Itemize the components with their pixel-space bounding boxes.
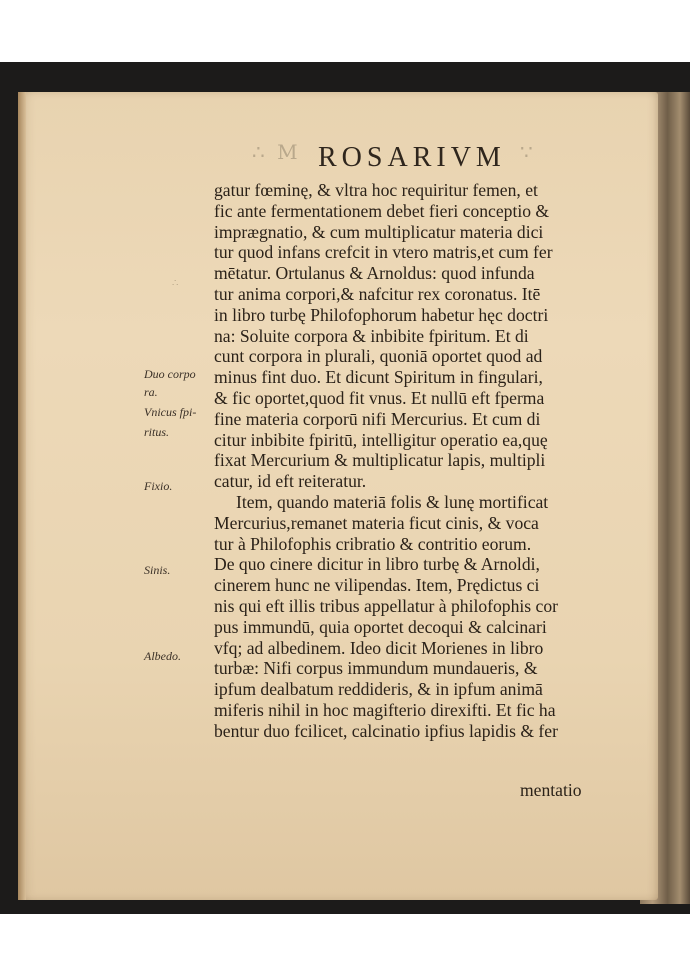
text-line: fine materia corporū nifi Mercurius. Et cum di xyxy=(214,408,541,429)
text-line: nis qui eft illis tribus appellatur à philofophis cor xyxy=(214,595,558,616)
text-line: gatur fœminę, & vltra hoc requiritur femen, et xyxy=(214,180,538,200)
text-line: tur à Philofophis cribratio & contritio eorum. xyxy=(214,533,532,554)
heading-ornament-right: ∵ xyxy=(520,140,536,164)
text-line: fic ante fermentationem debet fieri conceptio & xyxy=(214,200,550,221)
text-line: na: Soluite corpora & inbibite fpiritum. Et di xyxy=(214,325,529,346)
text-line: miferis nihil in hoc magifterio direxifti. Et fic ha xyxy=(214,699,556,720)
marginal-note: Duo corpo xyxy=(144,367,196,381)
text-line: cunt corpora in plurali, quoniā oportet quod ad xyxy=(214,346,543,367)
text-line: minus fint duo. Et dicunt Spiritum in fingulari, xyxy=(214,367,543,388)
text-line: tur quod infans crefcit in vtero matris,et cum fer xyxy=(214,242,553,263)
body-text xyxy=(214,180,614,742)
text-line: catur, id eft reiteratur. xyxy=(214,471,367,492)
text-line: bentur duo fcilicet, calcinatio ipfius lapidis & fer xyxy=(214,720,558,741)
marginal-note: ritus. xyxy=(144,425,170,439)
marginal-note: Albedo. xyxy=(144,649,181,663)
text-line: Item, quando materiā folis & lunę mortificat xyxy=(236,491,549,512)
marginal-note: Fixio. xyxy=(144,479,173,493)
text-line: fixat Mercurium & multiplicatur lapis, multipli xyxy=(214,450,546,471)
text-line: ipfum dealbatum reddideris, & in ipfum animā xyxy=(214,679,543,700)
marginal-note: ra. xyxy=(144,385,158,399)
text-line: turbæ: Nifi corpus immundum mundaueris, & xyxy=(214,658,538,679)
text-line: De quo cinere dicitur in libro turbę & Arnoldi, xyxy=(214,554,540,575)
ink-stain: ∴ xyxy=(172,278,179,289)
catchword: mentatio xyxy=(520,780,582,800)
heading-ornament-left: ∴ M xyxy=(252,140,301,164)
text-line: imprægnatio, & cum multiplicatur materia dici xyxy=(214,221,544,242)
text-line: vfq; ad albedinem. Ideo dicit Morienes in libro xyxy=(214,637,544,658)
page-gutter xyxy=(18,92,26,900)
text-line: cinerem hunc ne vilipendas. Item, Prędictus ci xyxy=(214,575,540,596)
text-line: pus immundū, quia oportet decoqui & calcinari xyxy=(214,616,547,637)
running-head: ROSARIVM xyxy=(318,142,506,173)
marginal-note: Vnicus fpi- xyxy=(144,405,197,419)
text-line: mētatur. Ortulanus & Arnoldus: quod infunda xyxy=(214,263,535,284)
text-line: citur inbibite fpiritū, intelligitur operatio ea,quę xyxy=(214,429,548,450)
marginal-note: Sinis. xyxy=(144,563,171,577)
text-line: in libro turbę Philofophorum habetur hęc doctri xyxy=(214,304,549,325)
text-line: tur anima corpori,& nafcitur rex coronatus. Itē xyxy=(214,283,541,304)
text-line: Mercurius,remanet materia ficut cinis, & voca xyxy=(214,512,539,533)
text-line: & fic oportet,quod fit vnus. Et nullū eft fperma xyxy=(214,387,545,408)
